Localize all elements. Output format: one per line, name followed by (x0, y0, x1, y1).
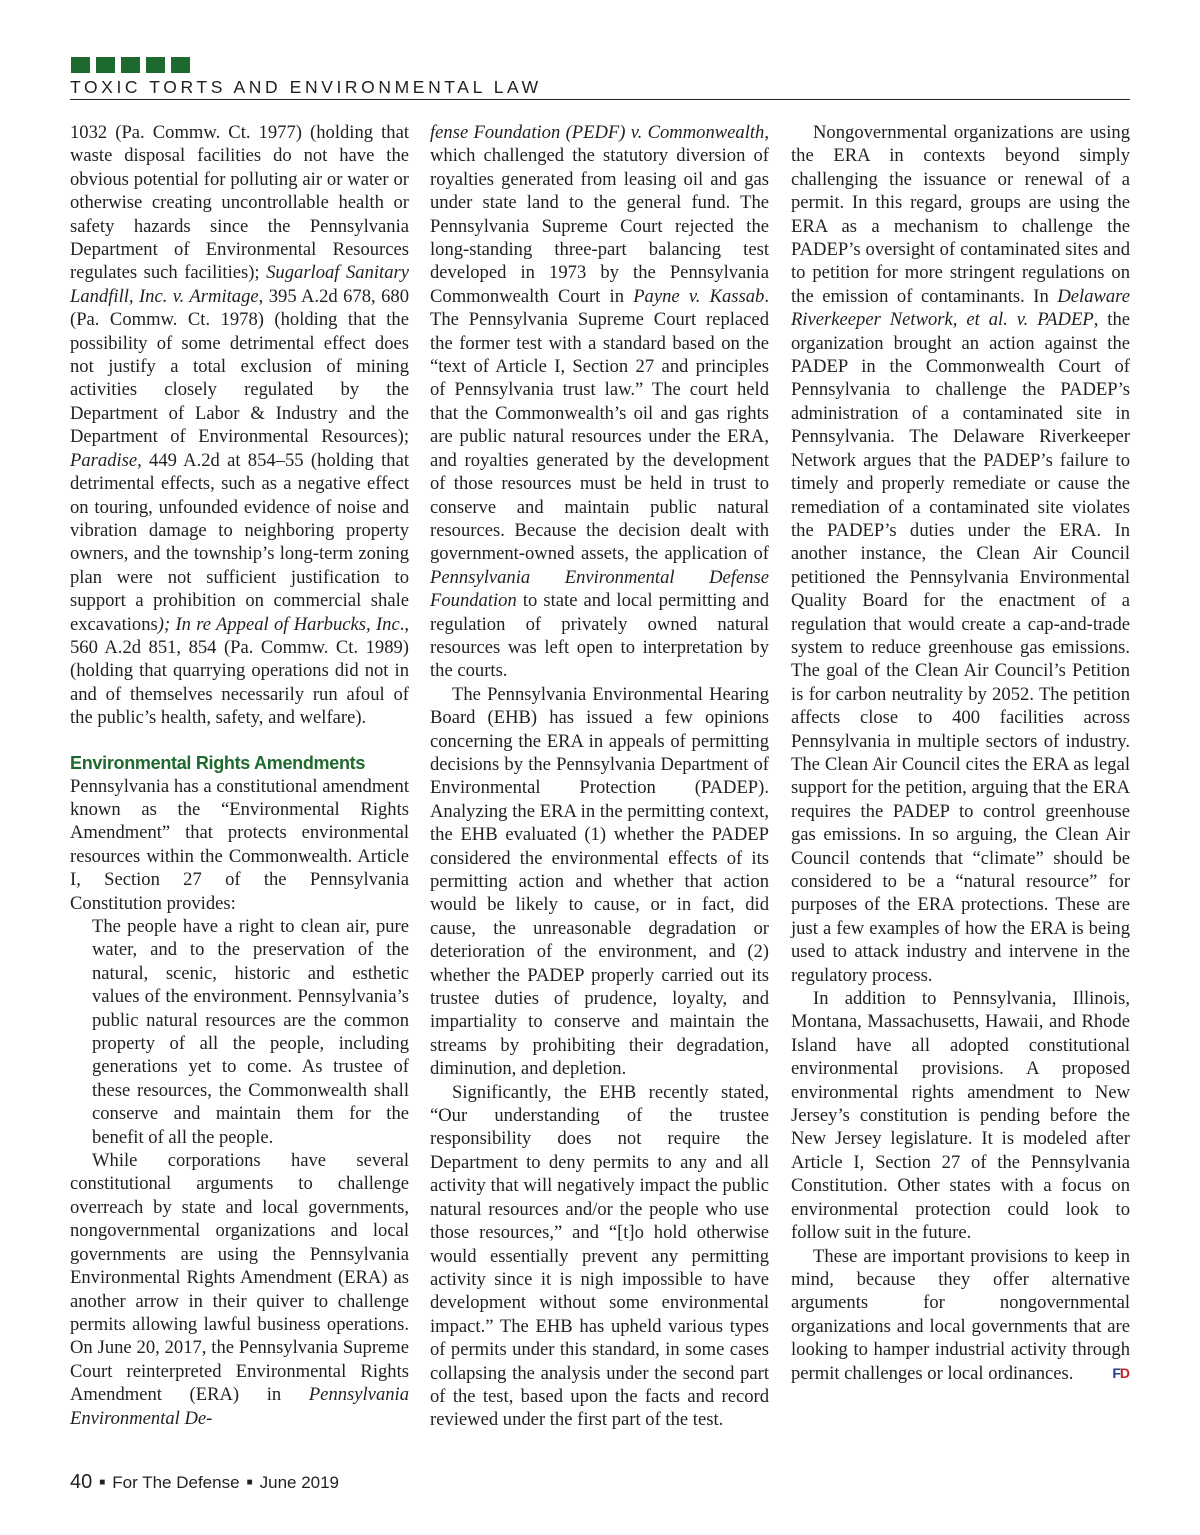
page-footer (70, 1471, 339, 1494)
paragraph: Nongovernmental organizations are using the ERA in contexts beyond simply challenging the issuance or renewal of a permit. In this regard, groups are using the ERA as a mechanism to challenge the PADEP’s oversight of contaminated sites and to petition for more stringent regulations on the emission of contaminants. In Delaware Riverkeeper Network, et al. v. PADEP, the organization brought an action against the PADEP in the Commonwealth Court of Pennsylvania to challenge the PADEP’s administration of a contaminated site in Pennsylvania. The Delaware Riverkeeper Network argues that the PADEP’s failure to timely and properly remediate or cause the remediation of a contaminated site violates the PADEP’s duties under the ERA. In another instance, the Clean Air Council petitioned the Pennsylvania Environmental Quality Board for the enactment of a regulation that would create a cap-and-trade system to reduce greenhouse gas emissions. The goal of the Clean Air Council’s Petition is for carbon neutrality by 2052. The petition affects close to 400 facilities across Pennsylvania in multiple sectors of industry. The Clean Air Council cites the ERA as legal support for the petition, arguing that the ERA requires the PADEP to control greenhouse gas emissions. In so arguing, the Clean Air Council contends that “climate” should be considered to be a “natural resource” for purposes of the ERA protections. These are just a few examples of how the ERA is being used to attack industry and intervene in the regulatory process. (791, 122, 1130, 986)
case-citation: fense Foundation (PEDF) v. Commonwealth (430, 122, 765, 143)
case-citation: ); In re Appeal of Harbucks, Inc (157, 613, 400, 635)
paragraph: These are important provisions to keep in mind, because they offer alternative arguments for nongovernmental organizations and local governments that are looking to hamper industrial activity through permit challenges or local ordinances. FD (791, 1245, 1130, 1384)
publication-name: For The Defense (112, 1473, 240, 1492)
case-citation: Pennsylvania Environmental De- (70, 1384, 409, 1429)
header-rule (70, 99, 1130, 100)
case-citation: Sugarloaf Sanitary Landfill, Inc. v. Armitage (70, 262, 409, 307)
case-citation: Delaware Riverkeeper Network, et al. v. PADEP (791, 285, 1130, 331)
paragraph: Pennsylvania has a constitutional amendment known as the “Environmental Rights Amendment” that protects environmental resources within the Commonwealth. Article I, Section 27 of the Pennsylvania Constitution provides: (70, 775, 409, 914)
column-3 (791, 121, 1130, 1385)
footer-separator: ■ (99, 1477, 106, 1488)
paragraph: While corporations have several constitutional arguments to challenge overreach by state and local governments, nongovernmental organizations and local governments are using the Pennsylvania Environmental Rights Amendment (ERA) as another arrow in their quiver to challenge permits allowing lawful business operations. On June 20, 2017, the Pennsylvania Supreme Court reinterpreted Environmental Rights Amendment (ERA) in Pennsylvania Environmental De- (70, 1150, 409, 1429)
header-square (171, 57, 190, 73)
header-square (146, 57, 165, 73)
section-heading: Environmental Rights Amendments (70, 752, 366, 773)
paragraph: The Pennsylvania Environmental Hearing Board (EHB) has issued a few opinions concerning the ERA in appeals of permitting decisions by the Pennsylvania Department of Environmental Protection (PADEP). Analyzing the ERA in the permitting context, the EHB evaluated (1) whether the PADEP considered the environmental effects of its permitting action and whether that action would be likely to cause, or in fact, did cause, the unreasonable degradation or deterioration of the environment, and (2) whether the PADEP properly carried out its trustee duties of prudence, loyalty, and impartiality to conserve and maintain the streams by prohibiting their degradation, diminution, and depletion. (430, 683, 769, 1080)
case-citation: Pennsylvania Environmental Defense Foundation (430, 566, 769, 612)
header-square (96, 57, 115, 73)
header-square (121, 57, 140, 73)
paragraph: 1032 (Pa. Commw. Ct. 1977) (holding that waste disposal facilities do not have the obvious potential for polluting air or water or otherwise creating uncontrollable health or safety hazards since the Pennsylvania Department of Environmental Resources regulates such facilities); Sugarloaf Sanitary Landfill, Inc. v. Armitage, 395 A.2d 678, 680 (Pa. Commw. Ct. 1978) (holding that the possibility of some detrimental effect does not justify a total exclusion of mining activities closely regulated by the Department of Labor & Industry and the Department of Environmental Resources); Paradise, 449 A.2d at 854–55 (holding that detrimental effects, such as a negative effect on touring, unfounded evidence of noise and vibration damage to neighboring property owners, and the township’s long-term zoning plan were not sufficient justification to support a prohibition on commercial shale excavations); In re Appeal of Harbucks, Inc., 560 A.2d 851, 854 (Pa. Commw. Ct. 1989) (holding that quarrying operations did not in and of themselves necessarily run afoul of the public’s health, safety, and welfare). (70, 122, 409, 729)
column-1 (70, 121, 409, 1430)
section-title: TOXIC TORTS AND ENVIRONMENTAL LAW (70, 77, 542, 97)
case-citation: Paradise, (70, 449, 142, 471)
header-square (71, 57, 90, 73)
paragraph: fense Foundation (PEDF) v. Commonwealth, which challenged the statutory diversion of royalties generated from leasing oil and gas under state land to the general fund. The Pennsylvania Supreme Court rejected the long-standing three-part balancing test developed in 1973 by the Pennsylvania Commonwealth Court in Payne v. Kassab. The Pennsylvania Supreme Court replaced the former test with a standard based on the “text of Article I, Section 27 and principles of Pennsylvania trust law.” The court held that the Commonwealth’s oil and gas rights are public natural resources under the ERA, and royalties generated by the development of those resources must be held in trust to conserve and maintain public natural resources. Because the decision dealt with government-owned assets, the application of Pennsylvania Environmental Defense Foundation to state and local permitting and regulation of privately owned natural resources was left open to interpretation by the courts. (430, 122, 769, 682)
issue-date: June 2019 (259, 1473, 340, 1492)
page-number: 40 (70, 1471, 93, 1493)
paragraph: In addition to Pennsylvania, Illinois, Montana, Massachusetts, Hawaii, and Rhode Island have all adopted constitutional environmental provisions. A proposed environmental rights amendment to New Jersey’s constitution is pending before the New Jersey legislature. It is modeled after Article I, Section 27 of the Pennsylvania Constitution. Other states with a focus on environmental protection could look to follow suit in the future. (791, 988, 1130, 1244)
column-2 (430, 121, 769, 1432)
end-of-article-logo: FD (1112, 1364, 1129, 1381)
header-squares (71, 57, 190, 73)
case-citation: Payne v. Kassab (633, 285, 765, 307)
paragraph: Significantly, the EHB recently stated, “Our understanding of the trustee responsibility does not require the Department to deny permits to any and all activity that will negatively impact the public natural resources and/or the people who use those resources,” and “[t]o hold otherwise would essentially prevent any permitting activity since it is nigh impossible to have development without some environmental impact.” The EHB has upheld various types of permits under this standard, in some cases collapsing the analysis under the second part of the test, based upon the facts and record reviewed under the first part of the test. (430, 1081, 769, 1431)
footer-separator: ■ (246, 1477, 253, 1488)
block-quote: The people have a right to clean air, pure water, and to the preservation of the natural, scenic, historic and esthetic values of the environment. Pennsylvania’s public natural resources are the common property of all the people, including generations yet to come. As trustee of these resources, the Commonwealth shall conserve and maintain them for the benefit of all the people. (92, 916, 409, 1148)
